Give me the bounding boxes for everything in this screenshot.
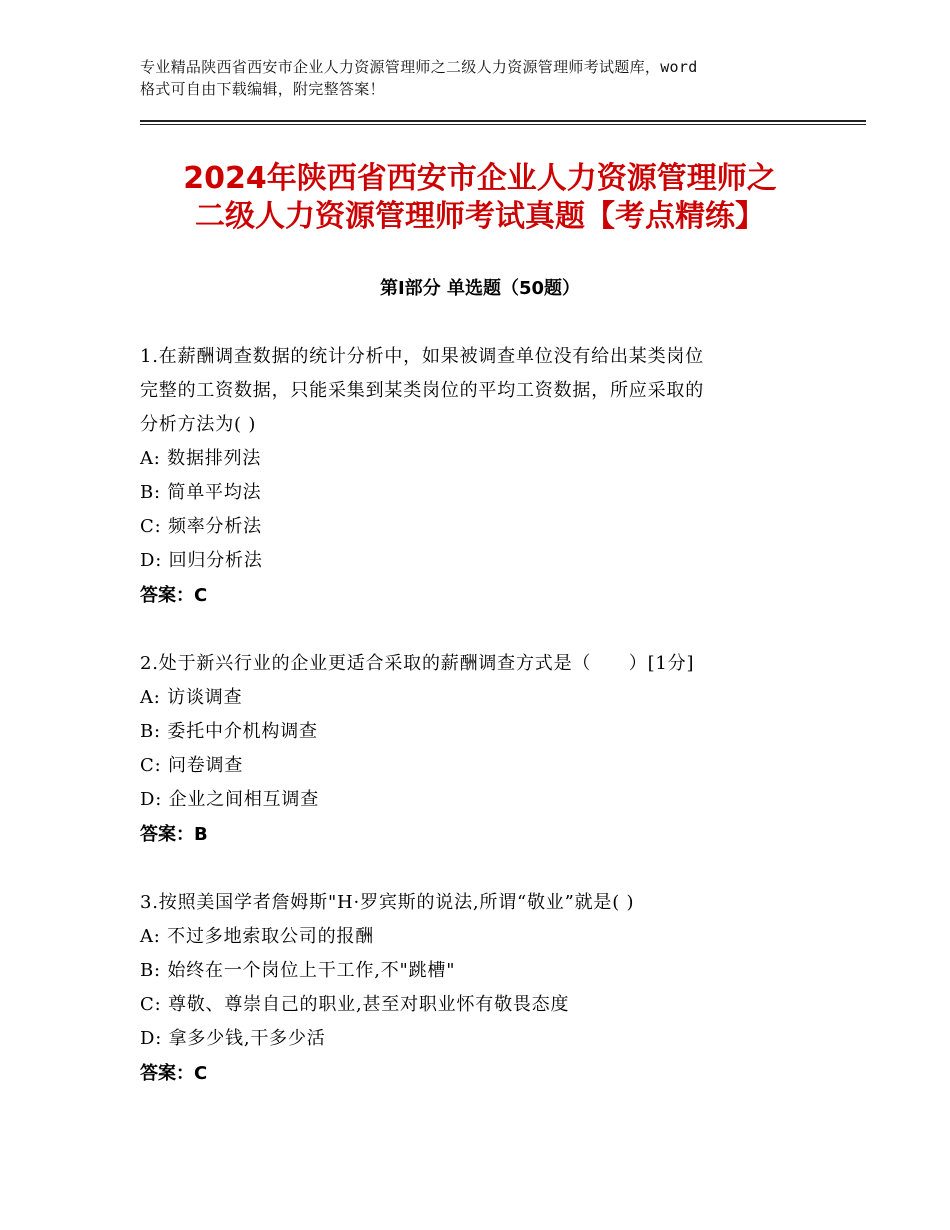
option-c: C: 问卷调查 (140, 755, 244, 776)
section-heading: 第I部分 单选题（50题） (379, 278, 580, 299)
question-3 (140, 886, 800, 1092)
answer-label: 答案：B (140, 824, 208, 845)
answer-label: 答案：C (140, 1063, 208, 1084)
header-divider-thick (140, 120, 866, 122)
option-a: A: 不过多地索取公司的报酬 (140, 926, 374, 947)
question-1 (140, 340, 800, 614)
question-stem-line: 完整的工资数据，只能采集到某类岗位的平均工资数据，所应采取的 (140, 380, 704, 401)
option-b: B: 委托中介机构调查 (140, 721, 318, 742)
question-stem-line: 分析方法为( ) (140, 414, 257, 435)
option-a: A: 访谈调查 (140, 687, 243, 708)
document-title (140, 160, 820, 236)
option-d: D: 回归分析法 (140, 550, 263, 571)
question-stem-line: 2.处于新兴行业的企业更适合采取的薪酬调查方式是（ ）[1分] (140, 653, 695, 674)
option-b: B: 简单平均法 (140, 482, 262, 503)
header-note (140, 56, 830, 100)
header-note-line: 专业精品陕西省西安市企业人力资源管理师之二级人力资源管理师考试题库，word (140, 58, 698, 76)
question-stem-line: 1.在薪酬调查数据的统计分析中，如果被调查单位没有给出某类岗位 (140, 346, 704, 367)
option-d: D: 拿多少钱,干多少活 (140, 1028, 326, 1049)
option-c: C: 尊敬、尊崇自己的职业,甚至对职业怀有敬畏态度 (140, 994, 570, 1015)
question-stem-line: 3.按照美国学者詹姆斯"H·罗宾斯的说法,所谓“敬业”就是( ) (140, 892, 635, 913)
header-divider (140, 120, 866, 125)
option-a: A: 数据排列法 (140, 448, 262, 469)
document-title-line: 二级人力资源管理师考试真题【考点精练】 (195, 199, 765, 234)
question-2 (140, 647, 800, 853)
header-divider-thin (140, 124, 866, 125)
document-title-line: 2024年陕西省西安市企业人力资源管理师之 (183, 161, 777, 196)
answer-label: 答案：C (140, 585, 208, 606)
option-b: B: 始终在一个岗位上干工作,不"跳槽" (140, 960, 456, 981)
header-note-line: 格式可自由下载编辑，附完整答案！ (140, 80, 385, 98)
option-d: D: 企业之间相互调查 (140, 789, 320, 810)
option-c: C: 频率分析法 (140, 516, 262, 537)
